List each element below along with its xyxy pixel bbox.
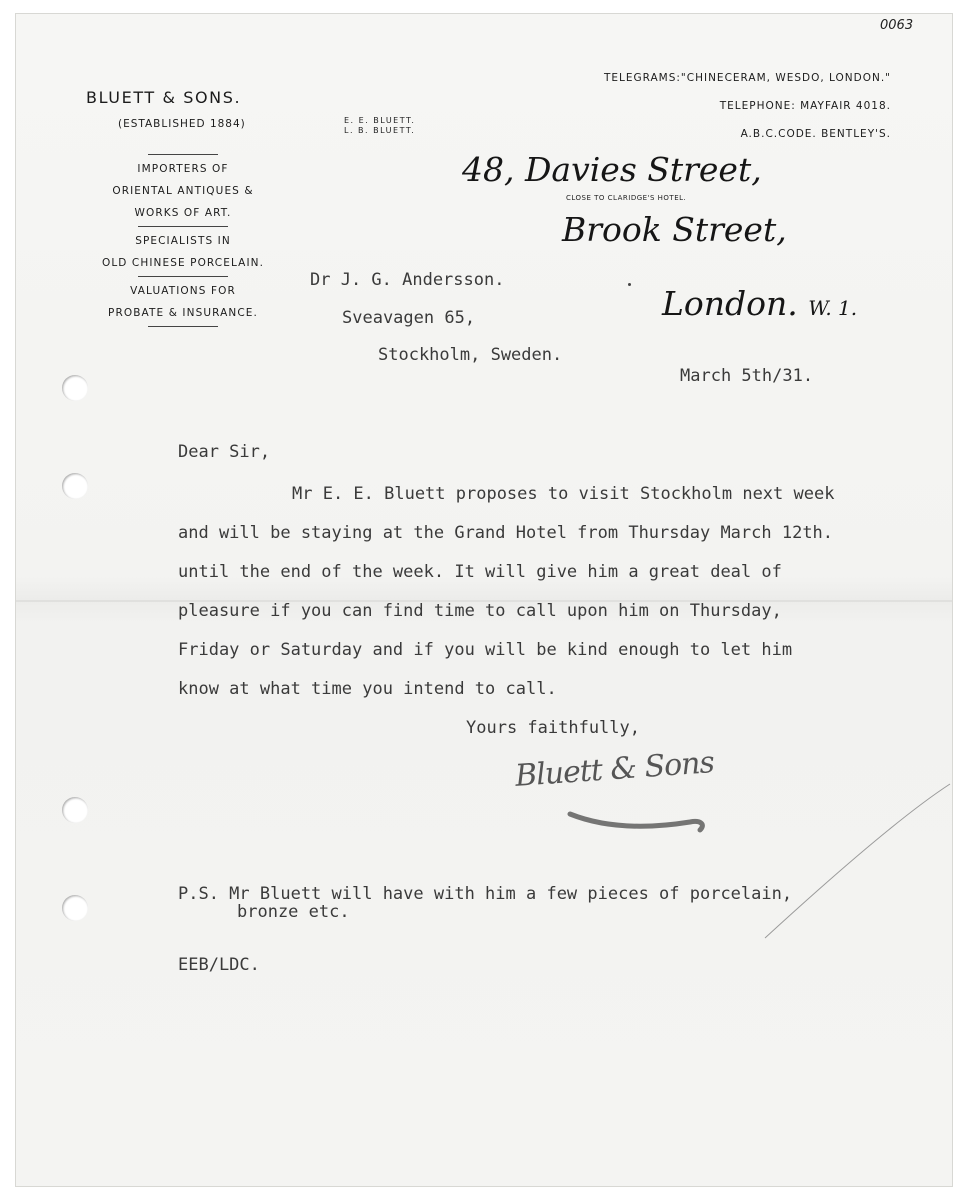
punch-hole <box>62 473 88 499</box>
partner-names <box>344 116 415 136</box>
punch-hole <box>62 895 88 921</box>
partner-name: L. B. BLUETT. <box>344 126 416 135</box>
service-line: OLD CHINESE PORCELAIN. <box>101 257 265 269</box>
body-line: until the end of the week. It will give him a great deal of <box>178 562 782 582</box>
salutation: Dear Sir, <box>178 442 271 462</box>
telegrams-line: TELEGRAMS:"CHINECERAM, WESDO, LONDON." <box>603 72 891 84</box>
recipient-street: Sveavagen 65, <box>342 308 476 328</box>
partner-name: E. E. BLUETT. <box>344 116 416 125</box>
established-year: (ESTABLISHED 1884) <box>118 118 246 130</box>
archive-number: 0063 <box>880 18 914 33</box>
address-note: CLOSE TO CLARIDGE'S HOTEL. <box>566 194 687 202</box>
code-line: A.B.C.CODE. BENTLEY'S. <box>740 128 891 140</box>
letterhead-services <box>78 152 288 330</box>
address-brook-street: Brook Street, <box>562 210 787 249</box>
body-line: pleasure if you can find time to call upon him on Thursday, <box>178 601 782 621</box>
recipient-city: Stockholm, Sweden. <box>378 345 563 365</box>
body-line: know at what time you intend to call. <box>178 679 557 699</box>
service-line: IMPORTERS OF <box>137 163 229 175</box>
address-city <box>662 284 857 323</box>
contact-block <box>546 64 891 148</box>
divider <box>148 326 218 327</box>
closing: Yours faithfully, <box>466 718 640 738</box>
signature-flourish-icon <box>560 796 720 836</box>
typist-reference: EEB/LDC. <box>178 955 260 975</box>
service-line: ORIENTAL ANTIQUES & <box>112 185 254 197</box>
postscript-line: bronze etc. <box>237 902 350 922</box>
address-street: 48, Davies Street, <box>462 150 762 189</box>
service-line: WORKS OF ART. <box>134 207 232 219</box>
postscript-line: P.S. Mr Bluett will have with him a few pieces of porcelain, <box>178 884 793 904</box>
address-district: W. 1. <box>808 296 858 320</box>
pencil-mark-icon <box>760 780 955 940</box>
ink-dot <box>628 283 631 286</box>
address-city-name: London. <box>662 284 798 323</box>
body-line: Mr E. E. Bluett proposes to visit Stockholm next week <box>292 484 835 504</box>
letter-date: March 5th/31. <box>680 366 814 386</box>
handwritten-signature: Bluett & Sons <box>514 745 715 794</box>
service-line: VALUATIONS FOR <box>130 285 236 297</box>
body-line: and will be staying at the Grand Hotel from Thursday March 12th. <box>178 523 834 543</box>
punch-hole <box>62 797 88 823</box>
telephone-line: TELEPHONE: MAYFAIR 4018. <box>719 100 891 112</box>
recipient-name: Dr J. G. Andersson. <box>310 270 505 290</box>
divider <box>148 154 218 155</box>
service-line: PROBATE & INSURANCE. <box>108 307 258 319</box>
divider <box>138 276 228 277</box>
firm-name: BLUETT & SONS. <box>86 88 242 107</box>
divider <box>138 226 228 227</box>
service-line: SPECIALISTS IN <box>135 235 231 247</box>
punch-hole <box>62 375 88 401</box>
body-line: Friday or Saturday and if you will be kind enough to let him <box>178 640 793 660</box>
